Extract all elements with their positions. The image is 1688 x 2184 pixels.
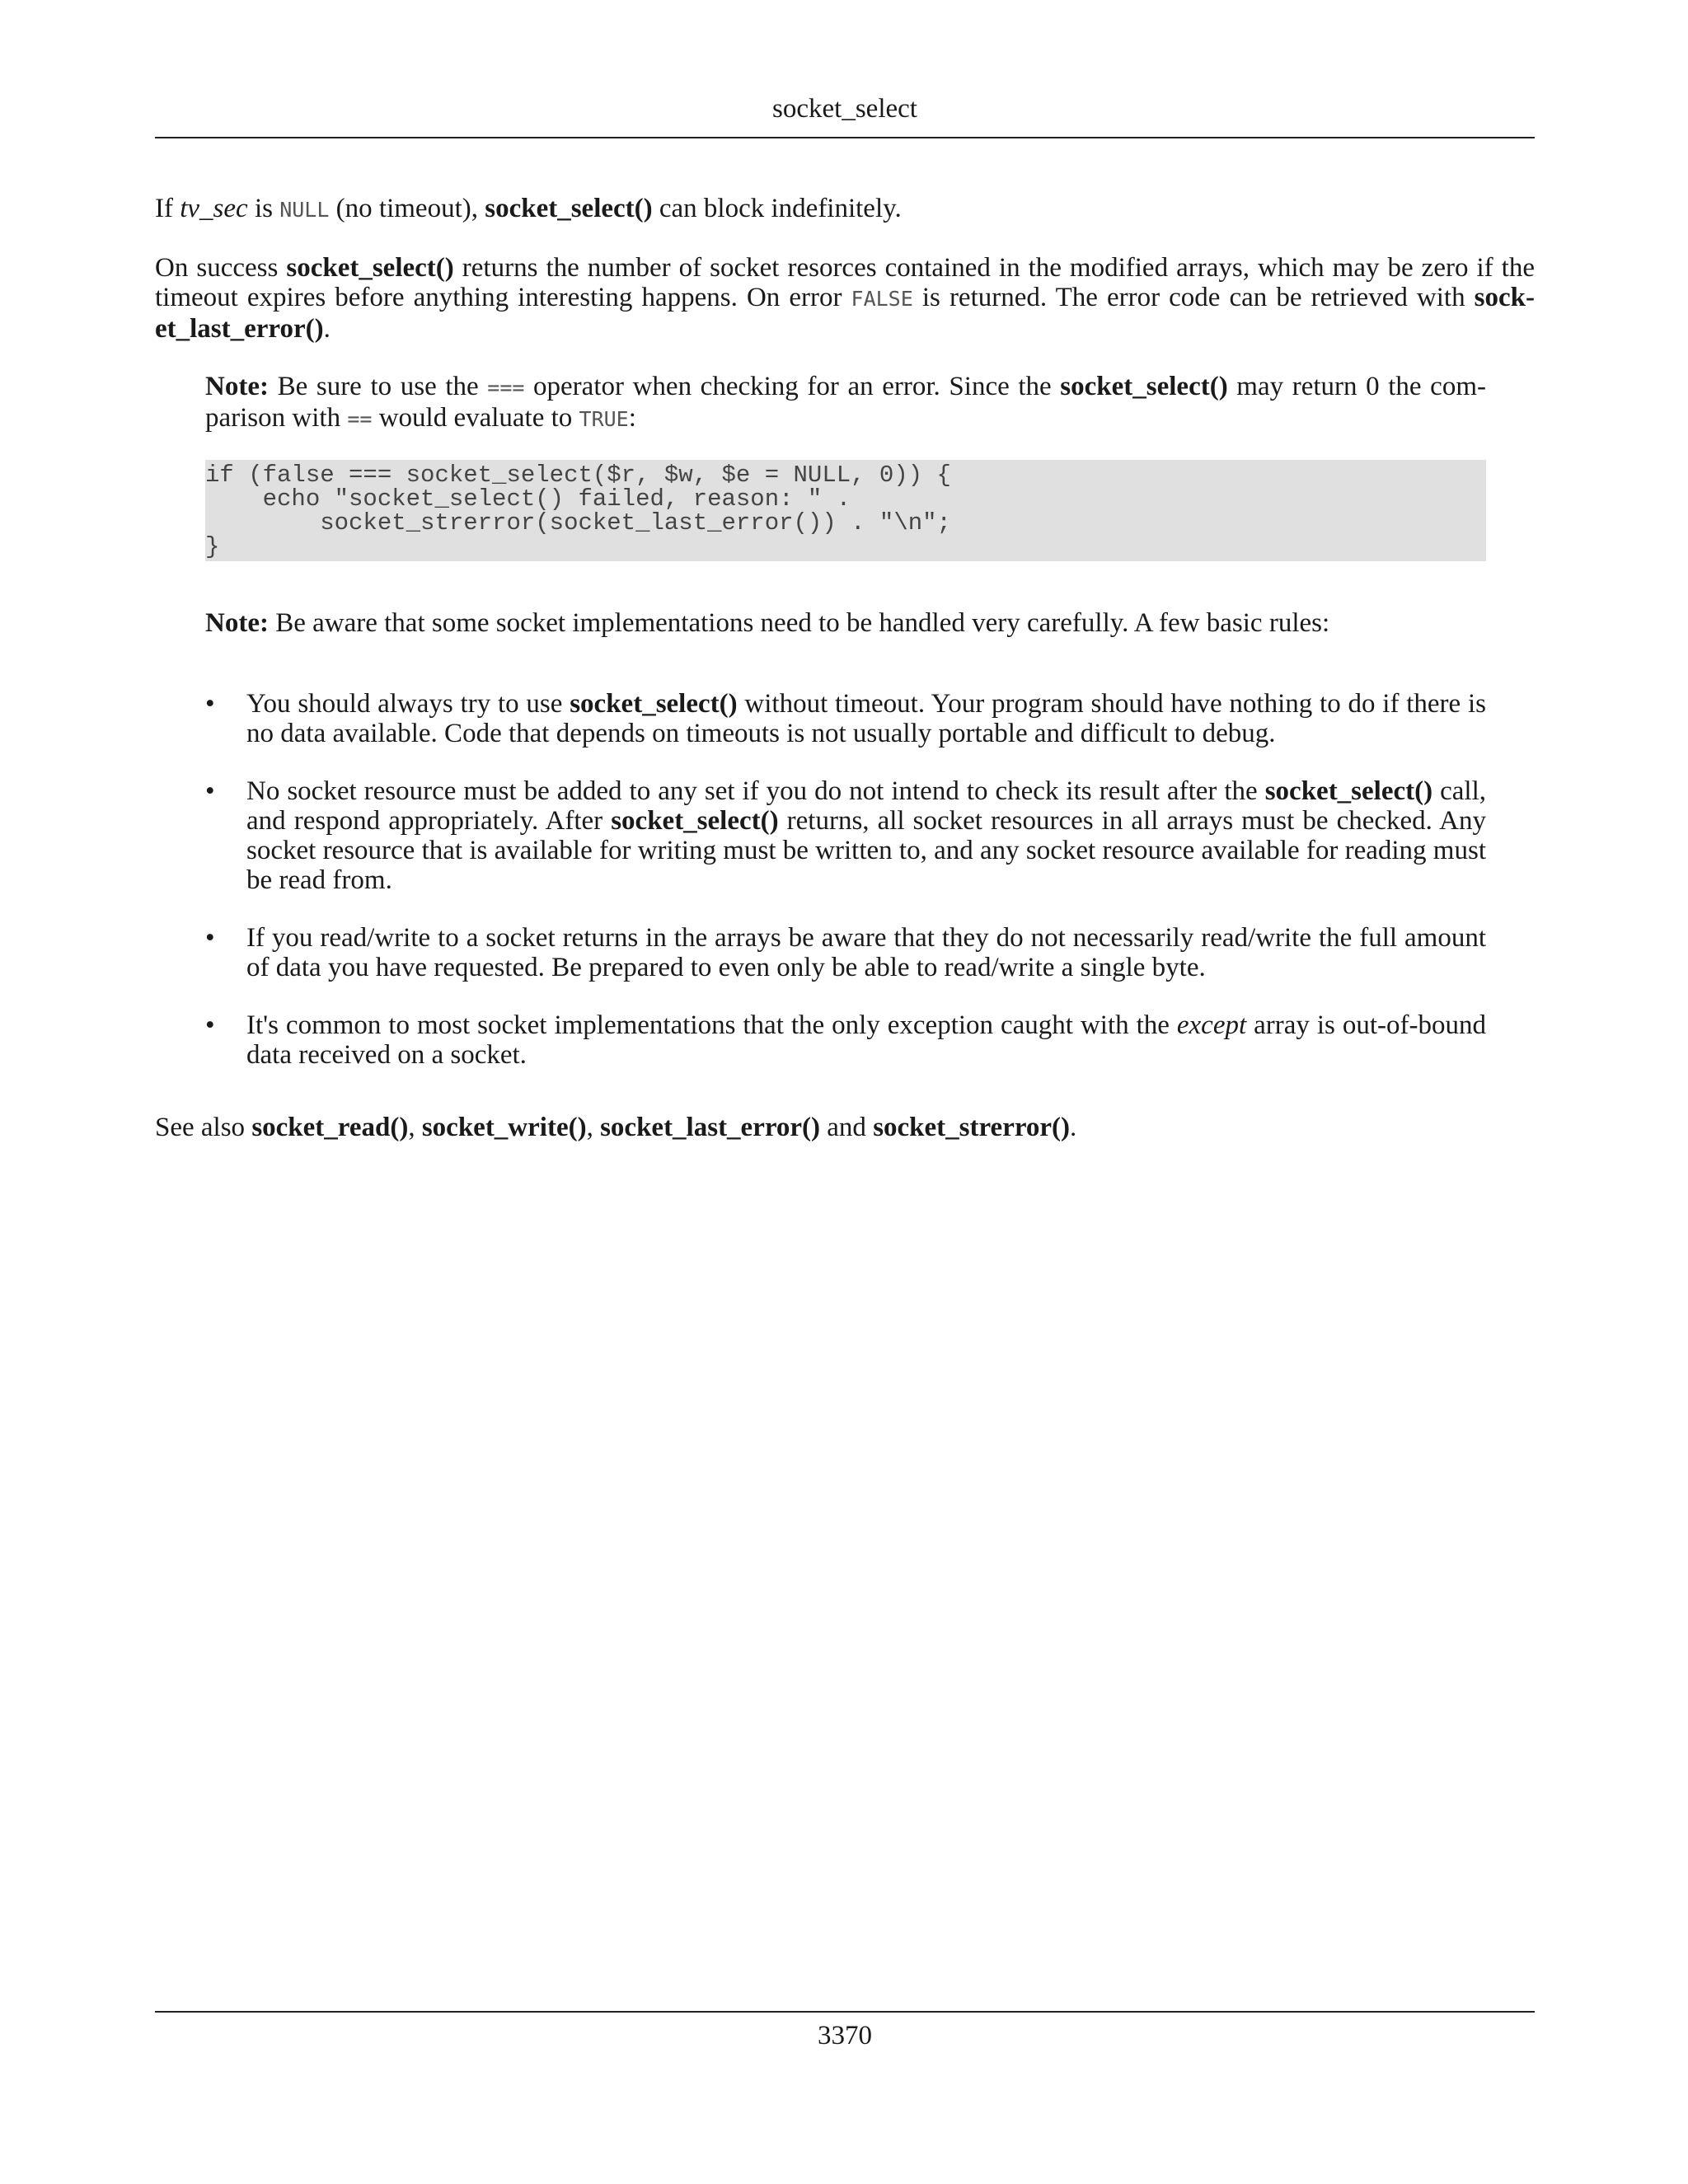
return-value-paragraph: On success socket_select() returns the number of socket resorces contained in the modified arrays, which may be zero if the timeout expires before anything interesting happens. On error FALSE is returned. The error code can be retrieved with sock-et_last_error(). (155, 253, 1535, 344)
link-socket-last-error[interactable]: socket_last_error() (600, 1113, 821, 1142)
bullet-icon: • (205, 776, 215, 806)
link-socket-strerror[interactable]: socket_strerror() (873, 1113, 1071, 1142)
page-number: 3370 (818, 2021, 872, 2050)
header-rule (155, 137, 1535, 138)
running-header: socket_select (772, 94, 917, 124)
code-example (205, 460, 1486, 561)
true-constant: TRUE (579, 407, 629, 431)
code-line: socket_strerror(socket_last_error()) . "\n"; (205, 509, 951, 537)
note-label: Note: (205, 608, 269, 638)
function-link-last-error: sock-et_last_error() (155, 283, 1535, 344)
note-basic-rules: Note: Be aware that some socket implementations need to be handled very carefully. A few basic rules: (205, 608, 1330, 638)
note-label: Note: (205, 372, 269, 401)
code-line: if (false === socket_select($r, $w, $e = NULL, 0)) { (205, 462, 951, 489)
function-name: socket_select() (611, 806, 779, 836)
footer-rule (155, 2011, 1535, 2013)
code-line: echo "socket_select() failed, reason: " . (205, 485, 851, 513)
null-constant: NULL (279, 198, 330, 222)
list-item: • No socket resource must be added to any set if you do not intend to check its result after the socket_select() call, and respond appropriately. After socket_select() returns, all socket resources in all arrays must be checked. Any socket resource that is available for writing must be written to, and any socket resource available for reading must be read from. (205, 776, 1486, 895)
see-also-paragraph: See also socket_read(), socket_write(), socket_last_error() and socket_strerror(). (155, 1113, 1077, 1142)
function-name: socket_select() (1264, 776, 1433, 806)
note-comparison-operator: Note: Be sure to use the === operator when checking for an error. Since the socket_select() may return 0 the com-parison with == would evaluate to TRUE: (205, 372, 1486, 433)
list-item: • It's common to most socket implementations that the only exception caught with the except array is out-of-bound data received on a socket. (205, 1010, 1486, 1070)
link-socket-write[interactable]: socket_write() (421, 1113, 587, 1142)
list-item: • You should always try to use socket_select() without timeout. Your program should have nothing to do if there is no data available. Code that depends on timeouts is not usually portable and difficult to debug. (205, 689, 1486, 748)
bullet-icon: • (205, 1010, 215, 1040)
function-name: socket_select() (485, 194, 653, 223)
function-name: socket_select() (1060, 372, 1228, 401)
param-except: except (1176, 1010, 1247, 1040)
param-tv-sec: tv_sec (180, 194, 248, 223)
timeout-paragraph: If tv_sec is NULL (no timeout), socket_select() can block indefinitely. (155, 194, 902, 223)
list-item: • If you read/write to a socket returns in the arrays be aware that they do not necessarily read/write the full amount of data you have requested. Be prepared to even only be able to read/write a single byte. (205, 923, 1486, 982)
equality-operator: == (347, 407, 373, 431)
document-page (155, 0, 1535, 2184)
page-content (155, 194, 1535, 1142)
link-socket-read[interactable]: socket_read() (251, 1113, 409, 1142)
function-name: socket_select() (286, 253, 454, 283)
identity-operator: === (487, 376, 525, 400)
function-name: socket_select() (570, 689, 738, 719)
bullet-icon: • (205, 923, 215, 953)
false-constant: FALSE (851, 287, 913, 311)
code-line: } (205, 533, 220, 560)
rules-list (205, 689, 1486, 1070)
bullet-icon: • (205, 689, 215, 719)
